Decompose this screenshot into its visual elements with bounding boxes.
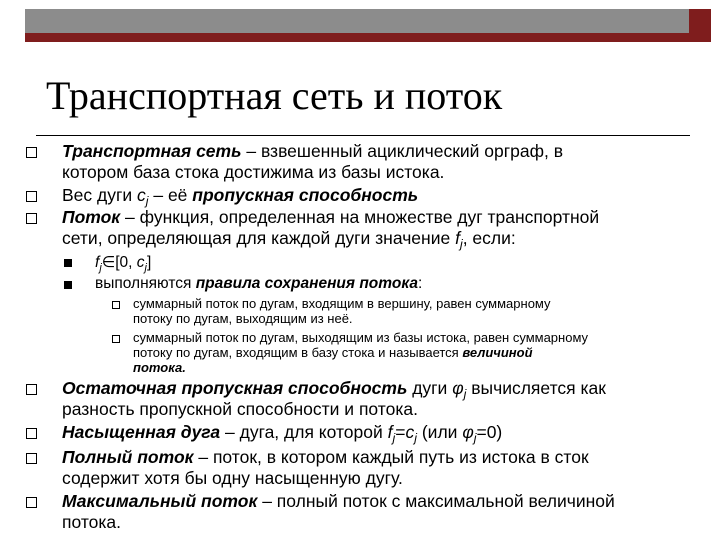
item-residual-capacity-cont: разность пропускной способности и потока.: [62, 399, 418, 419]
bullet-box: [26, 384, 37, 395]
bullet-box: [26, 191, 37, 202]
title-divider: [36, 135, 690, 136]
rule-source-sink: суммарный поток по дугам, выходящим из базы истока, равен суммарному: [133, 330, 589, 345]
slide-title: Транспортная сеть и поток: [46, 73, 503, 118]
bullet-box: [26, 428, 37, 439]
item-saturated-arc: Насыщенная дуга – дуга, для которой $f_j=c_j$ (или $\varphi_j=0$): [62, 422, 503, 445]
bullet-box: [26, 497, 37, 508]
bullet-box: [26, 213, 37, 224]
item-transport-network-cont: котором база стока достижима из базы истока.: [62, 162, 445, 182]
bullet-box: [26, 147, 37, 158]
rule-source-sink-cont2: потока.: [133, 360, 186, 375]
item-transport-network: Транспортная сеть – взвешенный ациклический орграф, в: [62, 141, 564, 161]
item-complete-flow: Полный поток – поток, в котором каждый путь из истока в сток: [62, 447, 589, 467]
item-complete-flow-cont: содержит хотя бы одну насыщенную дугу.: [62, 468, 403, 488]
rule-vertex: суммарный поток по дугам, входящим в вершину, равен суммарному: [133, 296, 551, 311]
sub-item-conservation: выполняются правила сохранения потока:: [95, 275, 423, 292]
item-arc-weight: Вес дуги $c_j$ – её пропускная способность: [62, 185, 419, 208]
rule-vertex-cont: потоку по дугам, выходящим из неё.: [133, 311, 353, 326]
bullet-box-small: [112, 335, 120, 343]
sub-item-range: $f_j\in[0$, $c_j$]: [95, 254, 152, 274]
item-residual-capacity: Остаточная пропускная способность дуги $\varphi_j$ вычисляется как: [62, 378, 606, 401]
top-red-bar: [25, 33, 711, 42]
rule-source-sink-cont: потоку по дугам, входящим в базу стока и называется величиной: [133, 345, 533, 360]
item-maximum-flow: Максимальный поток – полный поток с максимальной величиной: [62, 491, 615, 511]
item-flow: Поток – функция, определенная на множестве дуг транспортной: [62, 207, 600, 227]
bullet-square: [64, 259, 72, 267]
bullet-box-small: [112, 301, 120, 309]
item-maximum-flow-cont: потока.: [62, 512, 122, 532]
top-gray-bar: [25, 9, 689, 33]
item-flow-cont: сети, определяющая для каждой дуги значение $f_j$, если:: [62, 228, 516, 251]
top-corner-square: [689, 9, 711, 33]
bullet-box: [26, 453, 37, 464]
bullet-square: [64, 281, 72, 289]
